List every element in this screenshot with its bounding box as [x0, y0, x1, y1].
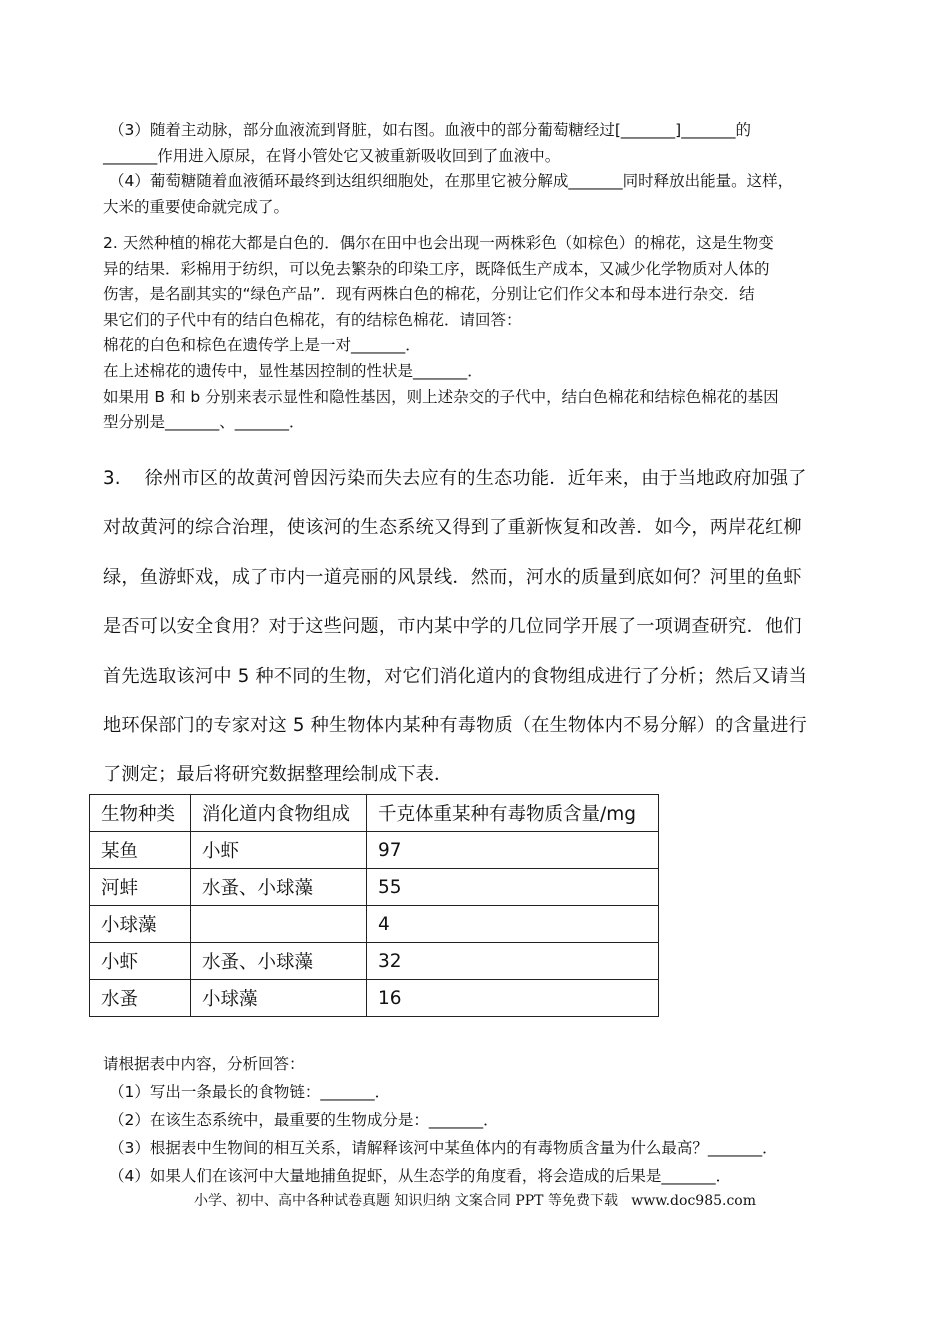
question-3-passage	[103, 454, 835, 800]
cell-organism: 水蚤	[90, 980, 191, 1017]
table-row	[90, 869, 659, 906]
answer-item-1: （1）写出一条最长的食物链：_______．	[109, 1083, 391, 1101]
question-1-continued	[103, 118, 835, 220]
cell-diet: 小球藻	[191, 980, 367, 1017]
table-row	[90, 943, 659, 980]
cell-toxin: 55	[367, 869, 659, 906]
header-organism: 生物种类	[90, 795, 191, 832]
cell-diet: 小虾	[191, 832, 367, 869]
answer-item-3: （3）根据表中生物间的相互关系，请解释该河中某鱼体内的有毒物质含量为什么最高？_______．	[109, 1139, 778, 1157]
q3-line6: 地环保部门的专家对这 5 种生物体内某种有毒物质（在生物体内不易分解）的含量进行	[103, 715, 808, 737]
cell-organism: 河蚌	[90, 869, 191, 906]
cell-organism: 某鱼	[90, 832, 191, 869]
answers-intro: 请根据表中内容，分析回答：	[103, 1055, 305, 1073]
table-row	[90, 906, 659, 943]
q3-line7: 了测定；最后将研究数据整理绘制成下表．	[103, 764, 453, 786]
cell-diet	[191, 906, 367, 943]
answer-item-2: （2）在该生态系统中，最重要的生物成分是：_______．	[109, 1111, 499, 1129]
organism-toxin-table	[89, 794, 659, 1017]
cell-toxin: 32	[367, 943, 659, 980]
page-footer: 小学、初中、高中各种试卷真题 知识归纳 文案合同 PPT 等免费下载 www.doc985.com	[193, 1193, 756, 1209]
q1-part4-line2: 大米的重要使命就完成了。	[103, 197, 290, 216]
q3-line5: 首先选取该河中 5 种不同的生物，对它们消化道内的食物组成进行了分析；然后又请当	[103, 665, 808, 687]
header-diet: 消化道内食物组成	[191, 795, 367, 832]
question-2	[103, 231, 835, 436]
q2-line4: 果它们的子代中有的结白色棉花，有的结棕色棉花．请回答：	[103, 310, 522, 329]
q1-part3-line2: _______作用进入原尿，在肾小管处它又被重新吸收回到了血液中。	[103, 146, 561, 165]
answer-item-4: （4）如果人们在该河中大量地捕鱼捉虾，从生态学的角度看，将会造成的后果是_______．	[109, 1167, 732, 1185]
q1-part4-line1: （4）葡萄糖随着血液循环最终到达组织细胞处，在那里它被分解成_______同时释放出能量。这样，	[109, 172, 794, 191]
cell-toxin: 4	[367, 906, 659, 943]
q2-sub3-line2: 型分别是_______、_______．	[103, 413, 305, 432]
cell-toxin: 97	[367, 832, 659, 869]
q2-line2: 异的结果．彩棉用于纺织，可以免去繁杂的印染工序，既降低生产成本，又减少化学物质对人体的	[103, 259, 770, 278]
table-row	[90, 832, 659, 869]
cell-diet: 水蚤、小球藻	[191, 943, 367, 980]
question-3-answers	[103, 1050, 835, 1190]
header-toxin: 千克体重某种有毒物质含量/mg	[367, 795, 659, 832]
table-header-row	[90, 795, 659, 832]
q2-sub2: 在上述棉花的遗传中，显性基因控制的性状是_______．	[103, 361, 483, 380]
q2-sub1: 棉花的白色和棕色在遗传学上是一对_______．	[103, 336, 421, 355]
q3-line1: 3. 徐州市区的故黄河曾因污染而失去应有的生态功能．近年来，由于当地政府加强了	[103, 468, 807, 489]
cell-organism: 小球藻	[90, 906, 191, 943]
q2-sub3-line1: 如果用 B 和 b 分别来表示显性和隐性基因，则上述杂交的子代中，结白色棉花和结棕色棉花的基因	[103, 387, 779, 406]
q3-line2: 对故黄河的综合治理，使该河的生态系统又得到了重新恢复和改善．如今，两岸花红柳	[103, 517, 802, 539]
q3-line3: 绿，鱼游虾戏，成了市内一道亮丽的风景线．然而，河水的质量到底如何？河里的鱼虾	[103, 566, 802, 588]
cell-toxin: 16	[367, 980, 659, 1017]
table-row	[90, 980, 659, 1017]
q2-line3: 伤害，是名副其实的“绿色产品”．现有两株白色的棉花，分别让它们作父本和母本进行杂交．结	[103, 285, 755, 304]
q2-line1: 2. 天然种植的棉花大都是白色的．偶尔在田中也会出现一两株彩色（如棕色）的棉花，这是生物变	[103, 234, 774, 252]
q3-line4: 是否可以安全食用？对于这些问题，市内某中学的几位同学开展了一项调查研究．他们	[103, 616, 802, 638]
cell-diet: 水蚤、小球藻	[191, 869, 367, 906]
cell-organism: 小虾	[90, 943, 191, 980]
q1-part3-line1: （3）随着主动脉，部分血液流到肾脏，如右图。血液中的部分葡萄糖经过[_______]_______的	[109, 121, 751, 139]
